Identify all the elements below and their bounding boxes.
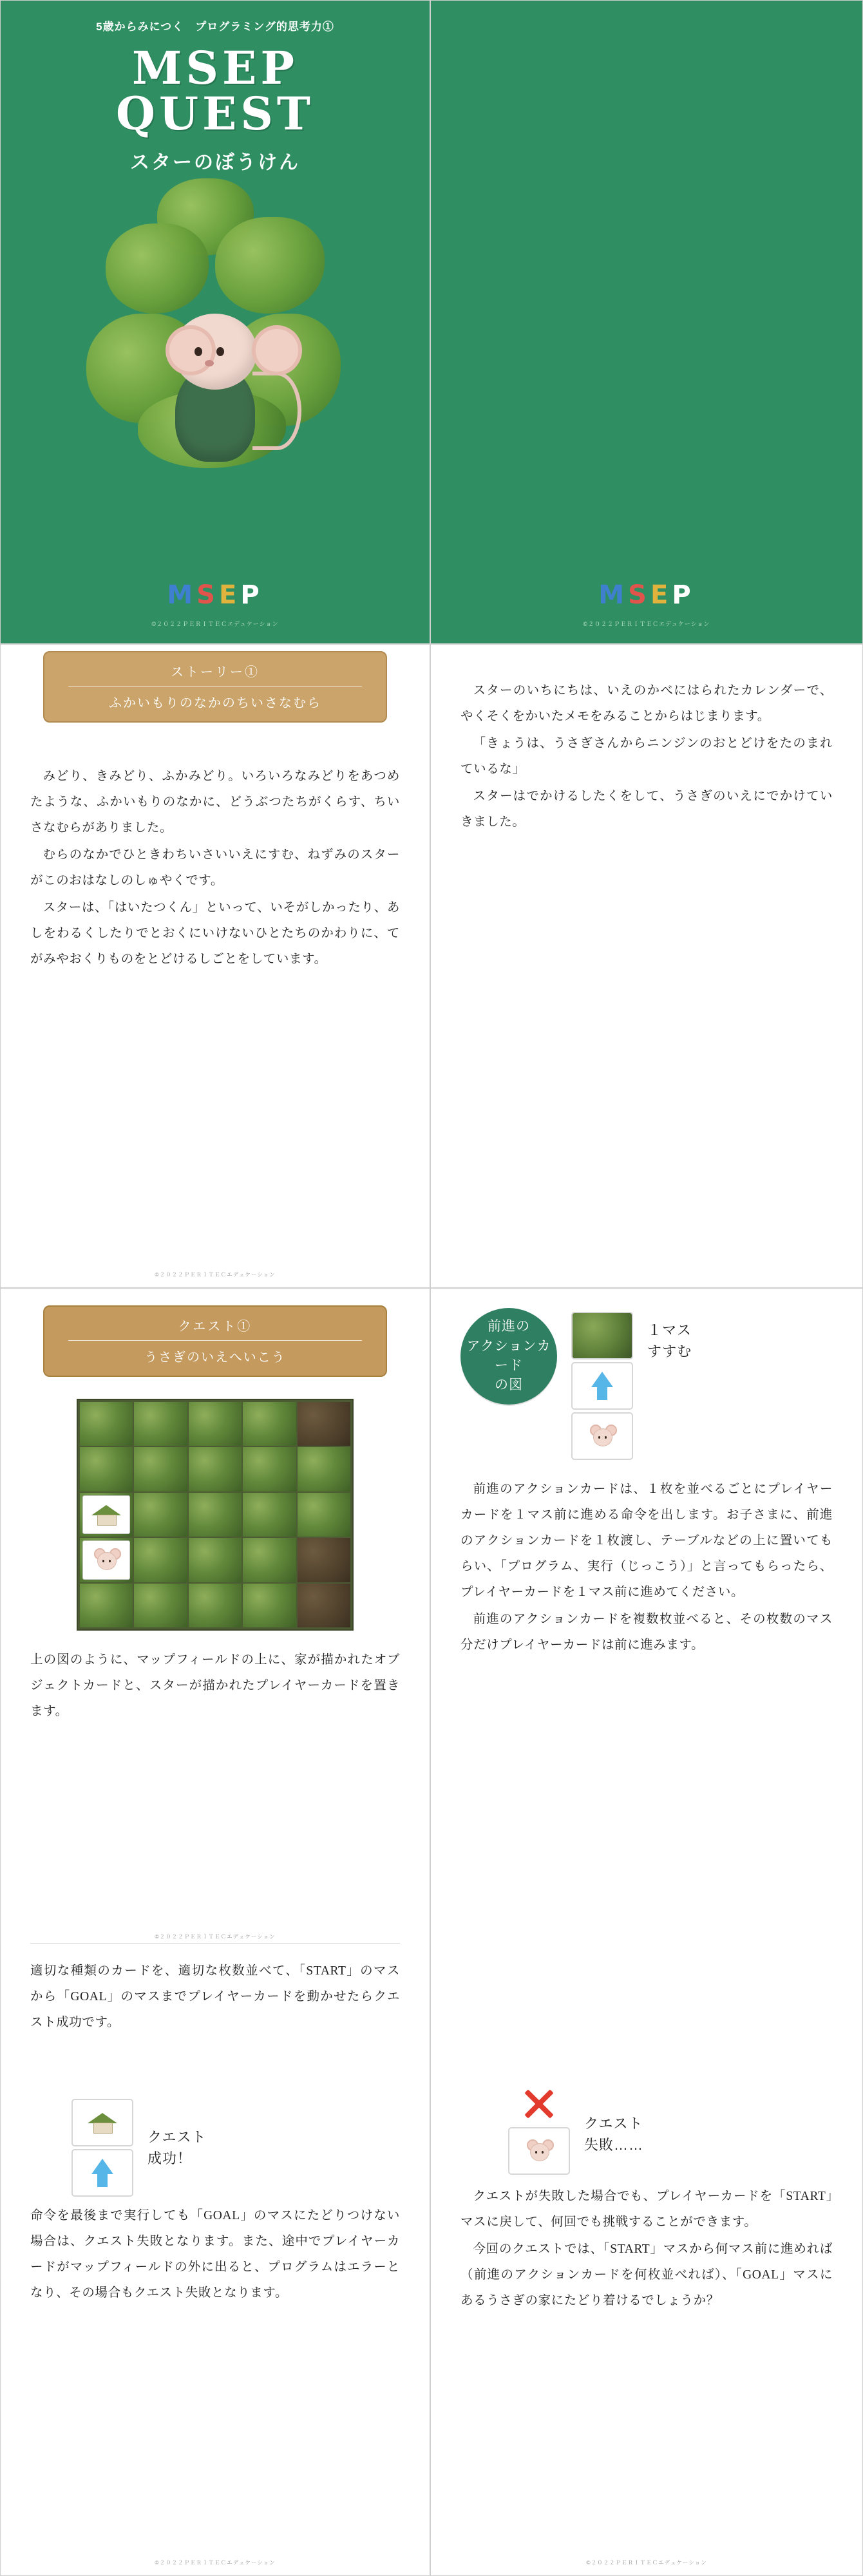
quest-banner-subtitle: うさぎのいえへいこう bbox=[144, 1350, 286, 1365]
player-card-mouse bbox=[571, 1412, 633, 1460]
logo-letter-s: S bbox=[628, 580, 650, 610]
map-cell bbox=[134, 1493, 187, 1537]
quest-body-top bbox=[30, 1647, 400, 1725]
map-cell bbox=[298, 1538, 350, 1582]
map-cell bbox=[189, 1447, 242, 1491]
card-stack-forward bbox=[571, 1312, 633, 1460]
player-card bbox=[82, 1540, 130, 1579]
map-cell bbox=[298, 1402, 350, 1446]
success-caption-line2: 成功！ bbox=[147, 2150, 193, 2166]
story-banner-subtitle: ふかいもりのなかのちいさなむら bbox=[109, 696, 321, 710]
logo-letter-m: M bbox=[598, 580, 629, 610]
x-mark-icon bbox=[522, 2087, 556, 2121]
map-cell bbox=[243, 1402, 296, 1446]
map-cell bbox=[134, 1402, 187, 1446]
map-cell bbox=[80, 1447, 133, 1491]
map-cell bbox=[243, 1584, 296, 1627]
story-paragraph: スターは、「はいたつくん」といって、いそがしかったり、あしをわるくしたりでとおくにいけないひとたちのかわりに、てがみやおくりものをとどけるしごとをしています。 bbox=[30, 900, 400, 966]
map-cell bbox=[189, 1402, 242, 1446]
map-cell bbox=[189, 1493, 242, 1537]
cover-title bbox=[1, 41, 430, 141]
map-cell bbox=[134, 1584, 187, 1627]
story-page-right bbox=[430, 644, 863, 1288]
quest-page-right bbox=[430, 1288, 863, 2576]
mouse-character-icon bbox=[157, 288, 273, 468]
cover-illustration bbox=[80, 178, 350, 481]
map-cell bbox=[189, 1584, 242, 1627]
map-cell bbox=[243, 1447, 296, 1491]
badge-line3: の図 bbox=[495, 1378, 523, 1393]
quest-paragraph: 適切な種類のカードを、適切な枚数並べて、「START」のマスから「GOAL」のマスまでプレイヤーカードを動かせたらクエスト成功です。 bbox=[30, 1964, 400, 2029]
logo-letter-p: P bbox=[240, 580, 263, 610]
quest-paragraph: 前進のアクションカードは、１枚を並べるごとにプレイヤーカードを１マス前に進める命令を出します。お子さまに、前進のアクションカードを１枚渡し、テーブルなどの上に置いてもらい、「プログラム、実行（じっこう）」と言ってもらったら、プレイヤーカードを１マス前に進めてください。 bbox=[460, 1482, 833, 1599]
story-page-left bbox=[0, 644, 430, 1288]
map-cell bbox=[243, 1538, 296, 1582]
fail-caption-line2: 失敗…… bbox=[584, 2137, 644, 2153]
logo-letter-p: P bbox=[672, 580, 695, 610]
cover-title-line1: MSEP bbox=[131, 41, 299, 95]
logo-letter-e: E bbox=[650, 580, 672, 610]
arrow-up-icon bbox=[591, 1372, 613, 1400]
quest-paragraph: 上の図のように、マップフィールドの上に、家が描かれたオブジェクトカードと、スターが描かれたプレイヤーカードを置きます。 bbox=[30, 1653, 400, 1718]
logo-letter-m: M bbox=[167, 580, 197, 610]
house-icon bbox=[91, 1505, 121, 1524]
map-cell bbox=[298, 1447, 350, 1491]
mid-page-credit: ©２０２２ＰＥＲＩＴＥＣエデュケーション bbox=[155, 1933, 276, 1940]
blank-green-page bbox=[430, 0, 863, 644]
story-paragraph: スターはでかけるしたくをして、うさぎのいえにでかけていきました。 bbox=[460, 789, 833, 829]
story-body-right bbox=[460, 678, 833, 835]
map-cell-goal bbox=[80, 1493, 133, 1537]
cover-subtitle: スターのぼうけん bbox=[130, 151, 300, 173]
badge-line2: アクションカード bbox=[466, 1338, 551, 1373]
map-cell bbox=[80, 1402, 133, 1446]
cover-credit: ©２０２２ＰＥＲＩＴＥＣエデュケーション bbox=[151, 621, 279, 627]
quest-banner-title: クエスト① bbox=[178, 1320, 252, 1334]
cover-page bbox=[0, 0, 430, 644]
forward-caption-line1: １マス bbox=[647, 1322, 692, 1338]
action-card-badge bbox=[460, 1308, 557, 1405]
blank-page-credit: ©２０２２ＰＥＲＩＴＥＣエデュケーション bbox=[583, 621, 710, 627]
map-cell bbox=[134, 1538, 187, 1582]
player-card-mouse bbox=[508, 2127, 570, 2175]
story-paragraph: 「きょうは、うさぎさんからニンジンのおとどけをたのまれているな」 bbox=[460, 736, 833, 776]
logo-letter-s: S bbox=[196, 580, 219, 610]
badge-line1: 前進の bbox=[488, 1319, 530, 1334]
fail-caption bbox=[584, 2113, 643, 2155]
forward-caption bbox=[647, 1320, 692, 1362]
msep-logo-blank bbox=[431, 580, 862, 610]
cover-tagline: 5歳からみにつく プログラミング的思考力① bbox=[96, 21, 334, 33]
map-cell bbox=[298, 1493, 350, 1537]
success-figure bbox=[1, 2079, 430, 2197]
fail-caption-line1: クエスト bbox=[584, 2116, 643, 2132]
msep-logo bbox=[1, 580, 430, 610]
story-body-left bbox=[30, 764, 400, 972]
page-credit: ©２０２２ＰＥＲＩＴＥＣエデュケーション bbox=[155, 2559, 276, 2566]
player-card bbox=[571, 1362, 633, 1410]
map-cell bbox=[134, 1447, 187, 1491]
player-card bbox=[71, 2149, 133, 2197]
map-cell bbox=[298, 1584, 350, 1627]
map-cell bbox=[80, 1584, 133, 1627]
success-caption bbox=[147, 2126, 207, 2169]
quest-paragraph: クエストが失敗した場合でも、プレイヤーカードを「START」マスに戻して、何回でも挑戦することができます。 bbox=[460, 2190, 833, 2229]
story-paragraph: スターのいちにちは、いえのかべにはられたカレンダーで、やくそくをかいたメモをみることからはじまります。 bbox=[460, 684, 833, 723]
cover-title-line2: QUEST bbox=[115, 87, 315, 141]
card-stack-success bbox=[71, 2099, 133, 2197]
object-card-house bbox=[82, 1495, 130, 1534]
object-card-house bbox=[71, 2099, 133, 2146]
map-cell bbox=[189, 1538, 242, 1582]
story-banner-title: ストーリー① bbox=[171, 665, 260, 679]
story-paragraph: みどり、きみどり、ふかみどり。いろいろなみどりをあつめたような、ふかいもりのなかに、どうぶつたちがくらす、ちいさなむらがありました。 bbox=[30, 770, 400, 835]
story-banner bbox=[43, 651, 387, 723]
quest-page-left bbox=[0, 1288, 430, 2576]
fail-card-stack bbox=[508, 2087, 570, 2175]
quest-body-mid bbox=[30, 1958, 400, 2036]
quest-paragraph: 命令を最後まで実行しても「GOAL」のマスにたどりつけない場合は、クエスト失敗となります。また、途中でプレイヤーカードがマップフィールドの外に出ると、プログラムはエラーとなり、その場合もクエスト失敗となります。 bbox=[30, 2209, 400, 2300]
quest-body-bottom bbox=[30, 2203, 400, 2306]
map-cell bbox=[243, 1493, 296, 1537]
quest-banner bbox=[43, 1305, 387, 1377]
arrow-up-icon bbox=[91, 2159, 113, 2187]
forward-caption-line2: すすむ bbox=[647, 1343, 692, 1359]
fail-figure bbox=[431, 2068, 862, 2175]
quest-right-body-bottom bbox=[460, 2184, 833, 2314]
map-tile-card bbox=[571, 1312, 633, 1359]
map-cell-start bbox=[80, 1538, 133, 1582]
action-card-figure bbox=[431, 1289, 862, 1460]
logo-letter-e: E bbox=[218, 580, 241, 610]
mouse-icon bbox=[589, 1423, 615, 1449]
page-credit: ©２０２２ＰＥＲＩＴＥＣエデュケーション bbox=[155, 1271, 276, 1278]
house-icon bbox=[88, 2113, 117, 2132]
quest-paragraph: 今回のクエストでは、「START」マスから何マス前に進めれば（前進のアクションカードを何枚並べれば）、「GOAL」マスにあるうさぎの家にたどり着けるでしょうか？ bbox=[460, 2242, 833, 2307]
quest-paragraph: 前進のアクションカードを複数枚並べると、その枚数のマス分だけプレイヤーカードは前に進みます。 bbox=[460, 1612, 833, 1652]
success-caption-line1: クエスト bbox=[147, 2129, 207, 2145]
map-field bbox=[77, 1399, 354, 1631]
quest-right-body-top bbox=[460, 1477, 833, 1658]
story-paragraph: むらのなかでひときわちいさいいえにすむ、ねずみのスターがこのおはなしのしゅやくです。 bbox=[30, 848, 400, 887]
mouse-icon bbox=[526, 2138, 552, 2164]
mouse-icon bbox=[93, 1547, 119, 1573]
page-credit: ©２０２２ＰＥＲＩＴＥＣエデュケーション bbox=[586, 2559, 707, 2566]
